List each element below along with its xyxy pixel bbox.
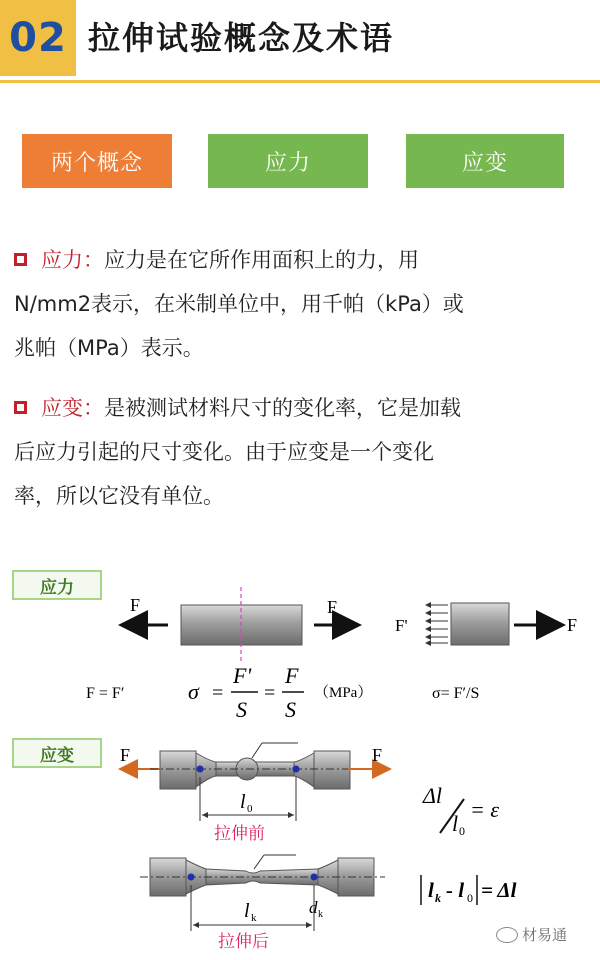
eq-f-fprime: F = F′ — [86, 685, 125, 702]
specimen-before — [160, 751, 350, 789]
strain-force-right: F — [372, 745, 383, 765]
elong-rhs: = Δl — [481, 878, 517, 902]
equals-1: = — [212, 682, 224, 704]
header — [0, 0, 600, 84]
watermark — [496, 924, 567, 945]
tag-two-concepts: 两个概念 — [22, 134, 172, 188]
strain-text-1: 是被测试材料尺寸的变化率，它是加载 — [104, 396, 461, 420]
strain-line-1 — [14, 386, 588, 430]
label-after: 拉伸后 — [218, 932, 269, 952]
force-label-left: F — [130, 595, 141, 615]
strain-formula-num: Δl — [423, 783, 443, 808]
strain-term: 应变： — [41, 396, 104, 420]
strain-line-2: 后应力引起的尺寸变化。由于应变是一个变化 — [14, 440, 434, 464]
gauge-dot-right-after — [311, 874, 318, 881]
fraction-den-2: S — [285, 697, 296, 722]
strain-formula-den-sub: 0 — [459, 824, 465, 838]
unit-mpa: （MPa） — [314, 685, 373, 701]
tag-stress: 应力 — [208, 134, 368, 188]
leader-line — [252, 743, 262, 758]
sigma-symbol: σ — [188, 679, 199, 704]
strain-force-left: F — [120, 745, 131, 765]
lk-subscript: k — [251, 912, 257, 924]
diagram-label-stress: 应力 — [12, 570, 102, 600]
stress-line-1 — [14, 238, 588, 282]
lk-label: l — [244, 900, 250, 922]
elong-a: l — [428, 878, 434, 902]
elong-mid: - l — [446, 878, 465, 902]
distributed-load-arrows — [426, 605, 448, 643]
gauge-dot-left — [197, 766, 204, 773]
stress-term: 应力： — [41, 248, 104, 272]
square-bullet-icon — [14, 401, 27, 414]
elong-a-sub: k — [435, 891, 441, 905]
strain-line-3: 率，所以它没有单位。 — [14, 484, 224, 508]
stress-line-3: 兆帕（MPa）表示。 — [14, 336, 204, 360]
gauge-dot-right — [293, 766, 300, 773]
elong-mid-sub: 0 — [467, 891, 473, 905]
eq-sigma-fprime-s: σ= F′/S — [432, 685, 480, 702]
force-prime-label: F' — [395, 616, 408, 635]
strain-formula-den: l — [452, 811, 459, 836]
watermark-text: 材易通 — [522, 926, 568, 944]
strain-paragraph — [14, 386, 588, 518]
stress-line-2: N/mm2表示，在米制单位中，用千帕（kPa）或 — [14, 292, 464, 316]
gauge-dot-left-after — [188, 874, 195, 881]
diagram-label-strain: 应变 — [12, 738, 102, 768]
section-block — [451, 603, 509, 645]
label-before: 拉伸前 — [214, 824, 265, 844]
tensile-diagram — [0, 555, 600, 960]
stress-paragraph — [14, 238, 588, 370]
fraction-num-2: F — [285, 663, 299, 688]
fraction-den-1: S — [236, 697, 247, 722]
tag-strain: 应变 — [406, 134, 564, 188]
square-bullet-icon — [14, 253, 27, 266]
fraction-num-1: F' — [233, 663, 252, 688]
stress-text-1: 应力是在它所作用面积上的力，用 — [104, 248, 419, 272]
l0-subscript: 0 — [247, 803, 253, 815]
force-label-section: F — [567, 615, 578, 635]
dk-subscript: k — [318, 909, 323, 920]
dk-label: d — [309, 898, 318, 917]
section-number: 02 — [0, 0, 76, 76]
header-divider — [0, 80, 600, 83]
leader-line-after — [254, 855, 264, 869]
strain-formula-rhs: = ε — [470, 797, 500, 822]
equals-2: = — [264, 682, 276, 704]
wechat-icon — [496, 927, 518, 943]
force-label-right: F — [327, 597, 338, 617]
l0-label: l — [240, 791, 246, 813]
page-title: 拉伸试验概念及术语 — [88, 19, 395, 57]
